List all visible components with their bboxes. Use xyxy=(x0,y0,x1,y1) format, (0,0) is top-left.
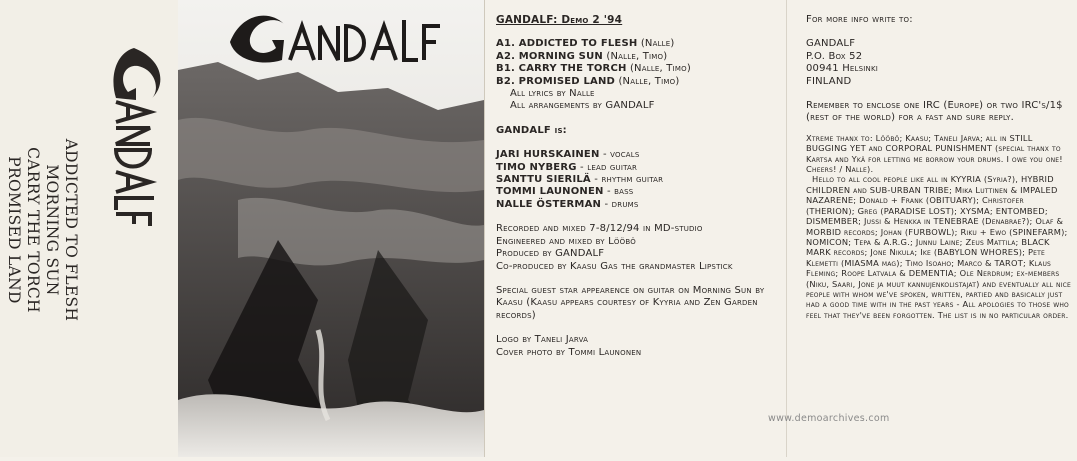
track-row: A2. MORNING SUN (Nalle, Timo) xyxy=(496,50,668,62)
tracklist-heading: GANDALF: Demo 2 '94 xyxy=(496,14,623,26)
spine-track-list xyxy=(4,130,80,330)
production-line: Engineered and mixed by Lööbö xyxy=(496,235,636,247)
cool-thanks: Hello to all cool people like all in KYYRIA (Syria?), HYBRID CHILDREN and SUB-URBAN TRIBE; Mika Luttinen & IMPALED NAZARENE; Donald + Frank (OBITUARY); Christofer (THERION); Greg (PARADISE LOST); XYSMA; ENTOMBED; DISMEMBER; Jussi & Henkka in TENEBRAE (Denabrae?); Olaf & MORBID records; Johan (FURBOWL); Riku + Ewo (SPINEFARM); NOMICON; Tepa & A.R.G.; Junnu Laine; Zeus Mattila; BLACK MARK records; Jone Nikula; Ike (BABYLON WHORES); Pete Klemetti (MIASMA mag); Timo Isoaho; Marco & TAROT; Klaus Fleming; Roope Latvala & DEMENTIA; Ole Nerdrum; ex-members (Niku, Saari, Jone ja muut kannujenkolistajat) and eventually all nice people with whom we've spoken, written, partied and basically just had a good time with in the past years - All apologies to those who feel that they've been forgotten. The list is in no particular order. xyxy=(806,174,1072,320)
spine-track: PROMISED LAND xyxy=(5,156,23,304)
address-line: FINLAND xyxy=(806,75,852,87)
member-row: NALLE ÖSTERMAN - drums xyxy=(496,198,639,210)
spine-track: MORNING SUN xyxy=(43,164,61,296)
cover-photo xyxy=(178,0,484,457)
spine-track: CARRY THE TORCH xyxy=(24,147,42,313)
production-line: Recorded and mixed 7-8/12/94 in MD-studio xyxy=(496,223,703,235)
member-row: TIMO NYBERG - lead guitar xyxy=(496,161,638,173)
credit-line: Logo by Taneli Jarva xyxy=(496,334,589,346)
spine-panel xyxy=(84,0,179,457)
track-row: B1. CARRY THE TORCH (Nalle, Timo) xyxy=(496,63,691,75)
contact-heading: For more info write to: xyxy=(806,14,913,25)
lineup-heading: GANDALF is: xyxy=(496,124,567,136)
contact-panel xyxy=(786,0,1077,457)
member-row: JARI HURSKAINEN - vocals xyxy=(496,149,640,161)
arrangements-credit: All arrangements by GANDALF xyxy=(510,100,655,112)
cover-logo-text: GANDALF xyxy=(220,6,226,7)
production-line: Produced by GANDALF xyxy=(496,248,605,260)
address-line: P.O. Box 52 xyxy=(806,50,863,62)
watermark: www.demoarchives.com xyxy=(768,413,890,424)
spine-logo xyxy=(100,40,174,230)
production-line: Co-produced by Kaasu Gas the grandmaster Lipstick xyxy=(496,260,733,272)
spine-logo-text: GANDALF xyxy=(173,40,174,46)
address-line: GANDALF xyxy=(806,38,856,50)
member-row: TOMMI LAUNONEN - bass xyxy=(496,186,634,198)
address-line: 00941 Helsinki xyxy=(806,63,879,75)
xtreme-thanks: Xtreme thanx to: Lööbö; Kaasu; Taneli Jarva; all in STILL BUGGING YET and CORPORAL PUNISHMENT (special thanx to Kartsa and Ykä for letting me borrow your drums. I owe you one! Cheers! / Nalle). xyxy=(806,132,1063,175)
liner-notes-panel xyxy=(484,0,787,457)
track-row: B2. PROMISED LAND (Nalle, Timo) xyxy=(496,75,680,87)
member-row: SANTTU SIERILÄ - rhythm guitar xyxy=(496,174,664,186)
cover-gandalf-logo-icon xyxy=(220,6,450,72)
gandalf-logo-icon xyxy=(104,40,174,230)
irc-note: Remember to enclose one IRC (Europe) or two IRC's/1$ (rest of the world) for a fast and sure reply. xyxy=(806,100,1063,124)
track-row: A1. ADDICTED TO FLESH (Nalle) xyxy=(496,38,675,50)
liner-notes xyxy=(496,14,780,359)
guest-note: Special guest star appearence on guitar on Morning Sun by Kaasu (Kaasu appears courtesy of Kyyria and Zen Garden records) xyxy=(496,284,765,321)
spine-track: ADDICTED TO FLESH xyxy=(62,138,80,322)
track-titles-panel xyxy=(0,0,85,457)
credit-line: Cover photo by Tommi Launonen xyxy=(496,346,642,358)
contact-info xyxy=(806,14,1072,320)
lyrics-credit: All lyrics by Nalle xyxy=(510,88,595,100)
